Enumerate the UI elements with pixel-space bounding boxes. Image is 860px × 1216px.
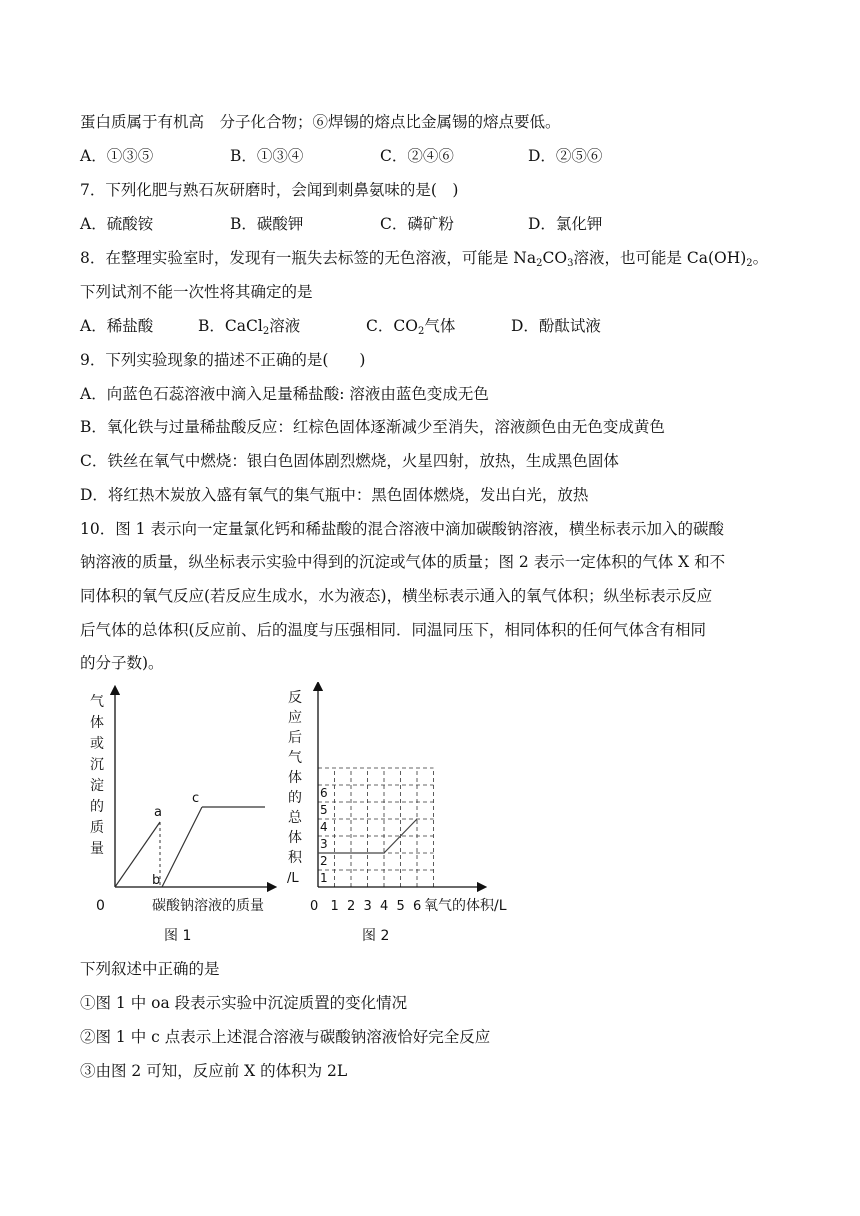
q8-b-sub: 2 [262, 326, 270, 337]
q8-stem-line2: 下列试剂不能一次性将其确定的是 [80, 283, 313, 301]
figure-1 [80, 682, 290, 952]
q8-options [80, 315, 601, 337]
q10-stem-line5: 的分子数)。 [80, 654, 164, 672]
q6-option-b[interactable]: B．①③④ [230, 147, 304, 165]
q7-option-a[interactable]: A．硫酸铵 [80, 215, 154, 233]
q8-text-co: CO [542, 249, 568, 267]
fig2-ytick-labels [320, 786, 328, 885]
q7-option-d[interactable]: D．氯化钾 [528, 215, 603, 233]
fig2-ytick-label: 5 [320, 803, 328, 817]
q8-c-pre: C．CO [366, 317, 418, 335]
fig1-point-b: b [152, 873, 161, 888]
q6-stem-tail: 蛋白质属于有机高 分子化合物；⑥焊锡的熔点比金属锡的熔点要低。 [80, 113, 561, 131]
fig1-ylabel-char-6: 质 [90, 820, 104, 836]
q9-option-d[interactable]: D．将红热木炭放入盛有氧气的集气瓶中：黑色固体燃烧，发出白光，放热 [80, 486, 589, 504]
q6-option-a[interactable]: A．①③⑤ [80, 147, 154, 165]
q9-option-b[interactable]: B．氧化铁与过量稀盐酸反应：红棕色固体逐渐减少至消失，溶液颜色由无色变成黄色 [80, 418, 665, 436]
fig1-origin: 0 [96, 898, 105, 914]
q10-stem-line1: 10．图 1 表示向一定量氯化钙和稀盐酸的混合溶液中滴加碳酸钠溶液，横坐标表示加入的碳酸 [80, 520, 724, 538]
q8-b-pre: B．CaCl [198, 317, 263, 335]
fig2-xtick-label: 2 [347, 899, 356, 914]
q7-stem: 7．下列化肥与熟石灰研磨时，会闻到刺鼻氨味的是( ) [80, 181, 459, 199]
q8-c-sub: 2 [417, 326, 425, 337]
q8-stem-line1 [80, 247, 768, 269]
fig2-origin: 0 [310, 899, 319, 914]
fig1-ylabel-char-2: 或 [90, 736, 104, 752]
fig2-xtick-label: 5 [396, 899, 405, 914]
fig1-point-c: c [192, 791, 200, 806]
fig1-point-a: a [154, 805, 162, 820]
fig2-ytick-label: 3 [320, 837, 328, 851]
fig2-ylabel-char-7: 体 [288, 830, 302, 846]
fig1-ylabel [90, 694, 104, 857]
fig2-ylabel-char-2: 后 [288, 730, 302, 746]
q6-options [80, 145, 602, 167]
fig1-caption: 图 1 [164, 928, 192, 944]
fig2-ylabel-char-1: 应 [288, 710, 302, 726]
fig2-xtick-label: 6 [413, 899, 422, 914]
q10-prompt: 下列叙述中正确的是 [80, 960, 220, 978]
q8-sub-oh2: 2 [746, 258, 753, 269]
fig1-segment-bc [162, 807, 202, 887]
q6-option-c[interactable]: C．②④⑥ [380, 147, 454, 165]
fig2-ytick-label: 6 [320, 786, 328, 800]
fig1-ylabel-char-7: 量 [90, 841, 104, 857]
figure-2 [284, 682, 544, 952]
fig2-ylabel-char-8: 积 [288, 850, 302, 866]
q8-sub-co3: 3 [567, 258, 574, 269]
fig1-ylabel-char-5: 的 [90, 799, 104, 815]
fig2-caption: 图 2 [362, 928, 390, 944]
fig2-ylabel-char-6: 总 [288, 810, 302, 826]
q10-statement-2: ②图 1 中 c 点表示上述混合溶液与碳酸钠溶液恰好完全反应 [80, 1028, 491, 1046]
fig2-ytick-label: 2 [320, 854, 328, 868]
fig1-ylabel-char-4: 淀 [90, 778, 104, 794]
fig2-xtick-label: 1 [330, 899, 339, 914]
fig1-ylabel-char-0: 气 [90, 694, 104, 710]
q10-stem-line4: 后气体的总体积(反应前、后的温度与压强相同．同温同压下，相同体积的任何气体含有相同 [80, 621, 707, 639]
q8-option-c[interactable] [366, 315, 511, 337]
fig2-ytick-label: 1 [320, 871, 328, 885]
fig1-ylabel-char-1: 体 [90, 715, 104, 731]
fig2-ylabel-char-3: 气 [288, 750, 302, 766]
q9-stem: 9．下列实验现象的描述不正确的是( ) [80, 351, 366, 369]
q8-option-d[interactable]: D．酚酞试液 [511, 317, 601, 335]
q10-stem-line2: 钠溶液的质量，纵坐标表示实验中得到的沉淀或气体的质量；图 2 表示一定体积的气体 X 和不 [80, 553, 726, 571]
fig1-ylabel-char-3: 沉 [90, 757, 104, 773]
q10-stem-line3: 同体积的氧气反应(若反应生成水，水为液态)，横坐标表示通入的氧气体积；纵坐标表示反应 [80, 587, 713, 605]
fig2-xtick-label: 3 [363, 899, 372, 914]
q8-c-post: 气体 [424, 317, 456, 335]
q8-option-a[interactable]: A．稀盐酸 [80, 317, 154, 335]
fig2-xlabel: 氧气的体积/L [424, 898, 507, 914]
fig1-xlabel: 碳酸钠溶液的质量 [152, 898, 264, 914]
q10-statement-3: ③由图 2 可知，反应前 X 的体积为 2L [80, 1062, 348, 1080]
fig2-grid [318, 768, 434, 887]
q10-statement-1: ①图 1 中 oa 段表示实验中沉淀质置的变化情况 [80, 994, 408, 1012]
q8-sub-na2: 2 [536, 258, 543, 269]
q9-option-a[interactable]: A．向蓝色石蕊溶液中滴入足量稀盐酸: 溶液由蓝色变成无色 [80, 385, 489, 403]
fig2-xtick-label: 4 [380, 899, 389, 914]
q8-option-b[interactable] [198, 315, 366, 337]
q6-option-d[interactable]: D．②⑤⑥ [528, 147, 603, 165]
q8-text-pre: 8．在整理实验室时，发现有一瓶失去标签的无色溶液，可能是 Na [80, 249, 537, 267]
q8-text-end: 。 [752, 249, 769, 267]
fig2-ylabel-char-0: 反 [288, 690, 302, 706]
fig2-xtick-labels [331, 899, 422, 914]
fig2-ylabel-char-4: 体 [288, 770, 302, 786]
fig2-ylabel [287, 690, 303, 886]
fig2-ylabel-char-9: /L [287, 871, 299, 886]
q7-options [80, 213, 602, 235]
fig2-ylabel-char-5: 的 [288, 790, 302, 806]
q7-option-c[interactable]: C．磷矿粉 [380, 215, 454, 233]
q7-option-b[interactable]: B．碳酸钾 [230, 215, 304, 233]
fig2-ytick-label: 4 [320, 820, 328, 834]
q8-text-mid: 溶液，也可能是 Ca(OH) [573, 249, 747, 267]
q9-option-c[interactable]: C．铁丝在氧气中燃烧：银白色固体剧烈燃烧，火星四射，放热，生成黑色固体 [80, 452, 619, 470]
q8-b-post: 溶液 [269, 317, 301, 335]
